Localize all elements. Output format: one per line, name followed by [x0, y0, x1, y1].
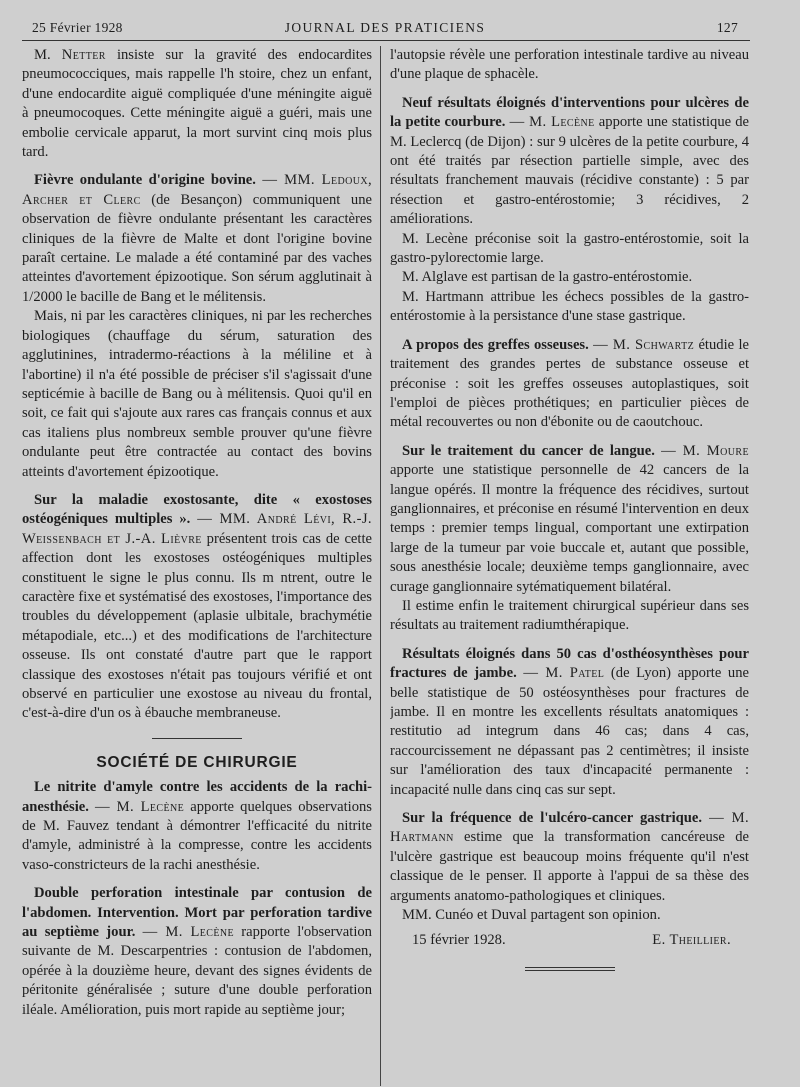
end-rule — [525, 967, 615, 971]
article-double-perforation — [22, 884, 372, 1020]
column-divider — [380, 46, 381, 1086]
article-heading: Résultats éloignés dans 50 cas d'osthéosynthèses pour fractures de jambe. — [390, 645, 749, 682]
section-title-societe-chirurgie: SOCIÉTÉ DE CHIRURGIE — [96, 753, 298, 771]
paragraph-netter: M. Netter insiste sur la gravité des endocardites pneumococciques, mais rappelle l'h stoire, chez un enfant, d'une endocardite aiguë compliquée d'une méningite aiguë à pneumocoques. Cette méningite aiguë a guéri, mais une embolie cervicale apparut, la mort survint cinq mois plus tard. — [22, 47, 372, 161]
article-text: (de Lyon) apporte une belle statistique de 50 ostéosynthèses pour fractures de jambe. Il en montre les excellents résultats anatomiques : restitutio ad integrum dans 46 cas; dans 4 cas, raccourcissement ne dépassant pas 2 centimètres; il insiste sur l'amélioration des taux d'incapacité permanente : incapacité nulle dans cinq cas sur sept. — [390, 665, 749, 798]
article-heading: Sur la fréquence de l'ulcéro-cancer gastrique. — [402, 810, 703, 827]
article-fievre-ondulante — [22, 171, 372, 307]
article-text: présentent trois cas de cette affection dont les exostoses ostéogéniques multiples constituent le signe le plus connu. Ils m ntrent, outre le caractère fixe et systématisé des exostoses, l'importance des troubles du développement (aplasie ulbitale, brachymétie métapodiale, etc...) et des modifications de l'architecture osseuse. Ils ont constaté d'autre part que le rapport classique des exostoses n'était pas toujours vérifié et ont observé en particulier une exostose au niveau du frontal, c'est-à-dire d'un os à ébauche membraneuse. — [22, 530, 372, 722]
article-authors: — MM. Ledoux, Archer et Clerc — [22, 172, 372, 208]
paragraph-ulcero-continued: MM. Cunéo et Duval partagent son opinion. — [402, 907, 661, 924]
header-rule — [22, 40, 750, 41]
header-journal-title: JOURNAL DES PRATICIENS — [284, 20, 486, 35]
paragraph-text: insiste sur la gravité des endocardites pneumococciques, mais rappelle l'h stoire, chez un enfant, d'une endocardite aiguë compliquée d'une méningite aiguë à pneumocoques. Cette méningite aiguë a guéri, mais une embolie cervicale apparut, la mort survint cinq mois plus tard. — [22, 47, 372, 161]
article-greffes-osseuses — [390, 336, 749, 433]
signoff-date: 15 février 1928. — [412, 932, 506, 949]
article-nitrite-amyle — [22, 778, 372, 875]
article-heading: Sur la maladie exostosante, dite « exostoses ostéogéniques multiples ». — [22, 491, 372, 528]
article-osteosyntheses — [390, 645, 749, 800]
running-header — [32, 16, 738, 40]
paragraph-fievre-continued: Mais, ni par les caractères cliniques, ni par les recherches biologiques (chauffage du sérum, saturation des agglutinines, intradermo-réactions à la méliline et à l'abortine) il n'a été possible de préciser s'il s'agissait d'une septicémie à bacille de Bang ou à mélitensis. Quoi qu'il en soit, ce fait qui s'ajoute aux rares cas français connus et aux cas italiens plus nombreux semble prouver qu'une fièvre ondulante peut être contractée au contact des bovins atteints d'avortement épizootique. — [22, 308, 372, 480]
article-authors: — M. Moure — [661, 442, 749, 459]
article-authors: — M. Lecène — [142, 924, 234, 941]
article-text: apporte une statistique de M. Leclercq (de Dijon) : sur 9 ulcères de la petite courbure, 4 ont été traités par résection partielle simple, avec des résultats franchement mauvais (récidive constante) : 5 par résection et gastro-entérostomie; 3 récidives, 2 améliorations. — [390, 114, 749, 228]
article-text: estime que la transformation cancéreuse de l'ulcère gastrique est beaucoup moins fréquente qu'il n'est classique de le penser. Il apporte à l'appui de sa thèse des arguments anatomo-pathologiques et cliniques. — [390, 829, 749, 904]
article-maladie-exostosante — [22, 491, 372, 724]
article-heading: Sur le traitement du cancer de langue. — [402, 442, 655, 459]
signoff — [390, 931, 749, 953]
article-text: rapporte l'observation suivante de M. Descarpentries : contusion de l'abdomen, opérée à la douzième heure, devant des signes évidents de péritonite généralisée ; suture d'une double perforation iléale. Amélioration, puis mort rapide au septième jour; — [22, 924, 372, 1018]
article-heading: Double perforation intestinale par contusion de l'abdomen. Intervention. Mort par perforation tardive au septième jour. — [22, 885, 372, 941]
signoff-author: E. Theillier. — [652, 932, 731, 949]
paragraph-ulceres-alglave: M. Alglave est partisan de la gastro-entérostomie. — [402, 269, 693, 286]
paragraph-ulceres-hartmann: M. Hartmann attribue les échecs possibles de la gastro-entérostomie à la persistance d'une stase gastrique. — [390, 288, 749, 325]
article-ulceres-petite-courbure — [390, 94, 749, 230]
section-separator — [152, 738, 242, 739]
article-heading: Neuf résultats éloignés d'interventions pour ulcères de la petite courbure. — [390, 94, 749, 131]
article-authors: — M. Lecène — [95, 798, 185, 815]
article-authors: — M. Lecène — [509, 114, 595, 131]
article-authors: — MM. André Lévi, R.-J. Weissenbach et J.-A. Lièvre — [22, 511, 372, 547]
article-heading: Fièvre ondulante d'origine bovine. — [34, 172, 256, 189]
paragraph-ulceres-lecene: M. Lecène préconise soit la gastro-entérostomie, soit la gastro-pylorectomie large. — [390, 230, 749, 267]
paragraph-langue-continued: Il estime enfin le traitement chirurgical supérieur dans ses résultats au traitement radiumthérapique. — [390, 597, 749, 634]
article-heading: A propos des greffes osseuses. — [402, 336, 589, 353]
article-text: apporte une statistique personnelle de 42 cancers de la langue opérés. Il montre la fréquence des récidives, surtout ganglionnaires, et préconise en résumé l'intervention en deux temps : premier temps lingual, comportant une extirpation large de la tumeur par voie buccale et, autant que possible, sous anesthésie locale; deuxième temps ganglionnaire, avec curage ganglionnaire sytématiquement bilatéral. — [390, 462, 749, 595]
right-column — [390, 46, 749, 1076]
article-text: (de Besançon) communiquent une observation de fièvre ondulante présentant les caractères cliniques de la fièvre de Malte et dont l'origine bovine paraît certaine. Le malade a été contaminé par des vaches atteintes d'avortement épizootique. Son sérum agglutinait à 1/2000 le bacille de Bang et le mélitensis. — [22, 191, 372, 305]
article-cancer-langue — [390, 442, 749, 597]
article-ulcero-cancer — [390, 809, 749, 906]
article-authors: — M. Schwartz — [593, 336, 695, 353]
article-heading: Le nitrite d'amyle contre les accidents de la rachi-anesthésie. — [22, 779, 372, 815]
article-text: étudie le traitement des grandes pertes de substance osseuse et préconise : soit les greffes osseuses autoplastiques, soit l'emploi de pièces prothétiques; en particulier pièces de métal recouvertes ou non d'ébonite ou de caoutchouc. — [390, 336, 749, 431]
left-column — [22, 46, 372, 1076]
article-authors: — M. Patel — [523, 665, 605, 682]
author-name: Netter — [61, 47, 106, 63]
paragraph-perforation-continued: l'autopsie révèle une perforation intestinale tardive au niveau d'une plaque de sphacèle. — [390, 47, 749, 83]
header-date: 25 Février 1928 — [32, 20, 123, 35]
header-page-number: 127 — [716, 20, 738, 35]
article-text: apporte quelques observations de M. Fauvez tendant à démontrer l'efficacité du nitrite d'amyle, administré à la compresse, contre les accidents vaso-constricteurs de la rachi anesthésie. — [22, 798, 372, 873]
article-authors: — M. Hartmann — [390, 810, 749, 846]
